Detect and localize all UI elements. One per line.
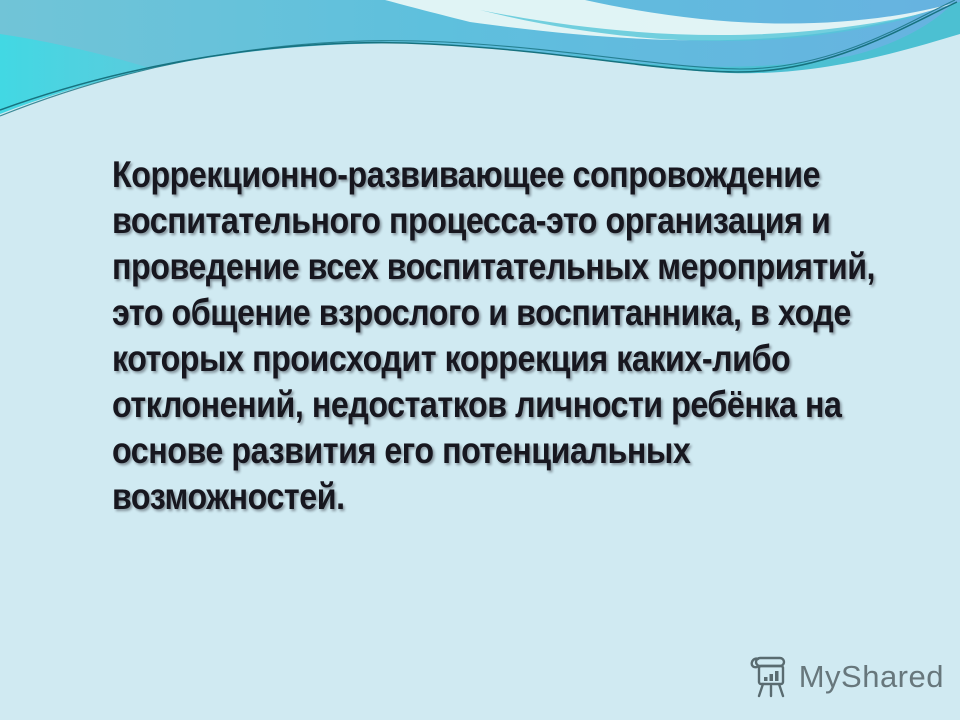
text-line-7: основе развития его потенциальных xyxy=(112,430,691,471)
flipchart-easel-icon xyxy=(748,654,790,700)
text-line-5: которых происходит коррекция каких-либо xyxy=(112,338,791,379)
text-line-4: это общение взрослого и воспитанника, в ходе xyxy=(112,292,851,333)
text-line-8: возможностей. xyxy=(112,476,345,517)
myshared-watermark xyxy=(748,654,944,700)
text-line-1: Коррекционно-развивающее сопровождение xyxy=(112,154,821,195)
slide-text-block xyxy=(112,152,875,520)
top-wave-decoration xyxy=(0,0,960,150)
text-line-2: воспитательного процесса-это организация и xyxy=(112,200,831,241)
text-line-3: проведение всех воспитательных мероприятий, xyxy=(112,246,876,287)
myshared-label: MyShared xyxy=(798,659,944,694)
text-line-6: отклонений, недостатков личности ребёнка на xyxy=(112,384,842,425)
